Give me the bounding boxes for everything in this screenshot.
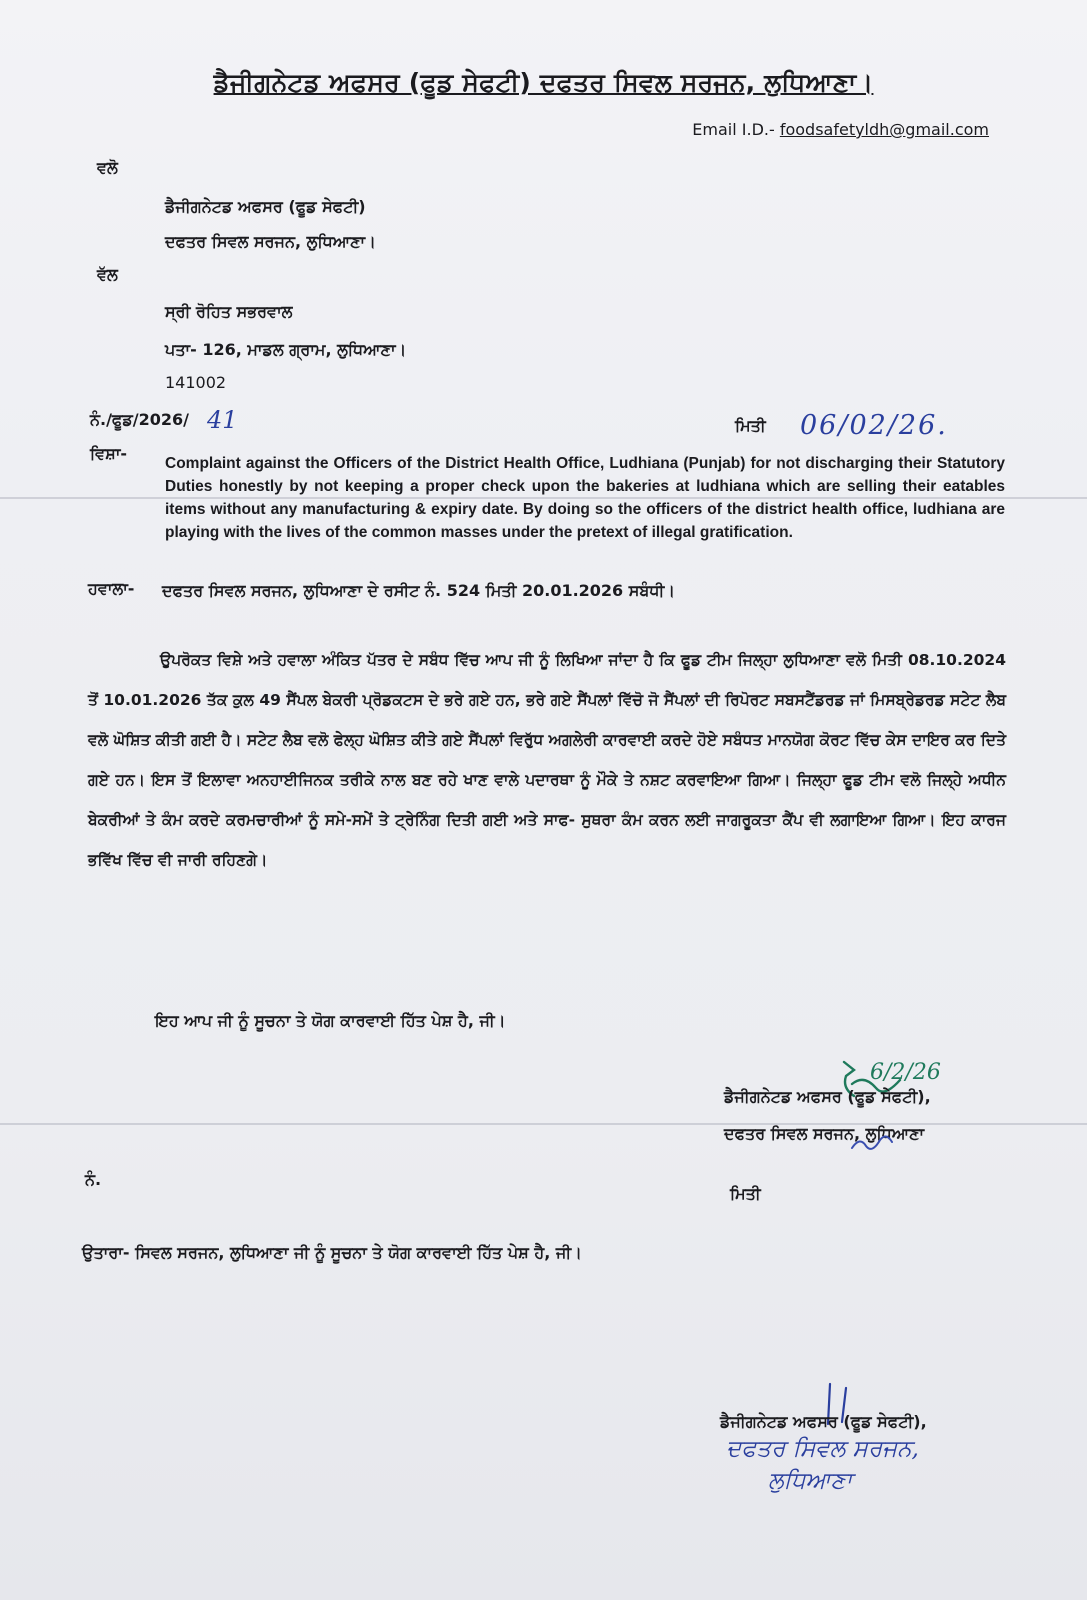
signatory-2-handwritten-line-2: ਲੁਧਿਆਣਾ — [768, 1468, 853, 1494]
signatory-2-handwritten-line-1: ਦਫਤਰ ਸਿਵਲ ਸਰਜਨ, — [726, 1436, 919, 1462]
to-address: ਪਤਾ- 126, ਮਾਡਲ ਗ੍ਰਾਮ, ਲੁਧਿਆਣਾ। — [165, 340, 407, 359]
copy-date-label: ਮਿਤੀ — [730, 1184, 761, 1203]
reference-number-label: ਨੰ./ਫੂਡ/2026/ — [90, 410, 189, 429]
email-link[interactable]: foodsafetyldh@gmail.com — [779, 120, 989, 139]
from-line-1: ਡੈਜੀਗਨੇਟਡ ਅਫਸਰ (ਫੂਡ ਸੇਫਟੀ) — [165, 197, 366, 216]
from-line-2: ਦਫਤਰ ਸਿਵਲ ਸਰਜਨ, ਲੁਧਿਆਣਾ। — [165, 232, 376, 251]
reference-number-handwritten: 41 — [207, 406, 238, 434]
subject-label: ਵਿਸ਼ਾ- — [90, 444, 128, 463]
from-label: ਵਲੋ — [97, 158, 118, 177]
subject-text: Complaint against the Officers of the District Health Office, Ludhiana (Punjab) for not discharging their Statutory Duties honestly by not keeping a proper check upon the bakeries at ludhiana which are selling their eatables items without any manufacturing & expiry date. By doing so the officers of the district health office, ludhiana are playing with the lives of the common masses under the pretext of illegal gratification. — [165, 455, 1005, 541]
copy-line: ਉਤਾਰਾ- ਸਿਵਲ ਸਰਜਨ, ਲੁਧਿਆਣਾ ਜੀ ਨੂੰ ਸੂਚਨਾ ਤੇ ਯੋਗ ਕਾਰਵਾਈ ਹਿੱਤ ਪੇਸ਼ ਹੈ, ਜੀ। — [82, 1243, 582, 1262]
email-label: Email I.D.- — [692, 120, 780, 139]
signatory-2-line-1: ਡੈਜੀਗਨੇਟਡ ਅਫਸਰ (ਫੂਡ ਸੇਫਟੀ), — [720, 1412, 927, 1431]
email-line — [692, 120, 989, 139]
to-pin-code: 141002 — [165, 373, 227, 392]
copy-number-label: ਨੰ. — [85, 1170, 102, 1189]
body-paragraph: ਉਪਰੋਕਤ ਵਿਸ਼ੇ ਅਤੇ ਹਵਾਲਾ ਅੰਕਿਤ ਪੱਤਰ ਦੇ ਸਬੰਧ ਵਿੱਚ ਆਪ ਜੀ ਨੂੰ ਲਿਖਿਆ ਜਾਂਦਾ ਹੈ ਕਿ ਫੂਡ ਟੀਮ ਜਿਲ੍ਹਾ ਲੁਧਿਆਣਾ ਵਲੋ ਮਿਤੀ 08.10.2024 ਤੋਂ 10.01.2026 ਤੱਕ ਕੁਲ 49 ਸੈਂਪਲ ਬੇਕਰੀ ਪ੍ਰੋਡਕਟਸ ਦੇ ਭਰੇ ਗਏ ਹਨ, ਭਰੇ ਗਏ ਸੈਂਪਲਾਂ ਵਿੱਚੋ ਜੋ ਸੈਂਪਲਾਂ ਦੀ ਰਿਪੋਰਟ ਸਬਸਟੈਂਡਰਡ ਜਾਂ ਮਿਸਬ੍ਰੇਡਰਡ ਸਟੇਟ ਲੈਬ ਵਲੋ ਘੋਸ਼ਿਤ ਕੀਤੀ ਗਈ ਹੈ। ਸਟੇਟ ਲੈਬ ਵਲੋ ਫੇਲ੍ਹ ਘੋਸ਼ਿਤ ਕੀਤੇ ਗਏ ਸੈਂਪਲਾਂ ਵਿਰੁੱਧ ਅਗਲੇਰੀ ਕਾਰਵਾਈ ਕਰਦੇ ਹੋਏ ਸਬੰਧਤ ਮਾਨਯੋਗ ਕੋਰਟ ਵਿੱਚ ਕੇਸ ਦਾਇਰ ਕਰ ਦਿਤੇ ਗਏ ਹਨ। ਇਸ ਤੋਂ ਇਲਾਵਾ ਅਨਹਾਈਜਿਨਕ ਤਰੀਕੇ ਨਾਲ ਬਣ ਰਹੇ ਖਾਣ ਵਾਲੇ ਪਦਾਰਥਾ ਨੂੰ ਮੌਕੇ ਤੇ ਨਸ਼ਟ ਕਰਵਾਇਆ ਗਿਆ। ਜਿਲ੍ਹਾ ਫੂਡ ਟੀਮ ਵਲੋ ਜਿਲ੍ਹੇ ਅਧੀਨ ਬੇਕਰੀਆਂ ਤੇ ਕੰਮ ਕਰਦੇ ਕਰਮਚਾਰੀਆਂ ਨੂੰ ਸਮੇ-ਸਮੇਂ ਤੇ ਟ੍ਰੇਨਿੰਗ ਦਿਤੀ ਗਈ ਅਤੇ ਸਾਫ- ਸੁਥਰਾ ਕੰਮ ਕਰਨ ਲਈ ਜਾਗਰੂਕਤਾ ਕੈਂਪ ਵੀ ਲਗਾਇਆ ਗਿਆ। ਇਹ ਕਾਰਜ ਭਵਿੱਖ ਵਿੱਚ ਵੀ ਜਾਰੀ ਰਹਿਣਗੇ। — [88, 651, 1006, 869]
date-handwritten: 06/02/26. — [800, 410, 948, 441]
signatory-1-line-1: ਡੈਜੀਗਨੇਟਡ ਅਫਸਰ (ਫੂਡ ਸੇਫਟੀ), — [724, 1087, 931, 1106]
signatory-1-scribble — [848, 1128, 898, 1154]
to-label: ਵੱਲ — [97, 265, 118, 284]
reference-label: ਹਵਾਲਾ- — [88, 579, 135, 598]
letterhead-title: ਡੈਜੀਗਨੇਟਡ ਅਫਸਰ (ਫੂਡ ਸੇਫਟੀ) ਦਫਤਰ ਸਿਵਲ ਸਰਜਨ, ਲੁਧਿਆਣਾ। — [213, 68, 874, 97]
signature-green-date: 6/2/26 — [870, 1060, 941, 1085]
closing-line: ਇਹ ਆਪ ਜੀ ਨੂੰ ਸੂਚਨਾ ਤੇ ਯੋਗ ਕਾਰਵਾਈ ਹਿੱਤ ਪੇਸ਼ ਹੈ, ਜੀ। — [155, 1011, 506, 1030]
signatory-1-line-2: ਦਫਤਰ ਸਿਵਲ ਸਰਜਨ, ਲੁਧਿਆਣਾ — [724, 1124, 925, 1143]
reference-text: ਦਫਤਰ ਸਿਵਲ ਸਰਜਨ, ਲੁਧਿਆਣਾ ਦੇ ਰਸੀਟ ਨੰ. 524 ਮਿਤੀ 20.01.2026 ਸਬੰਧੀ। — [162, 581, 676, 600]
to-name: ਸ੍ਰੀ ਰੋਹਿਤ ਸਭਰਵਾਲ — [165, 302, 293, 321]
date-label: ਮਿਤੀ — [735, 416, 766, 435]
